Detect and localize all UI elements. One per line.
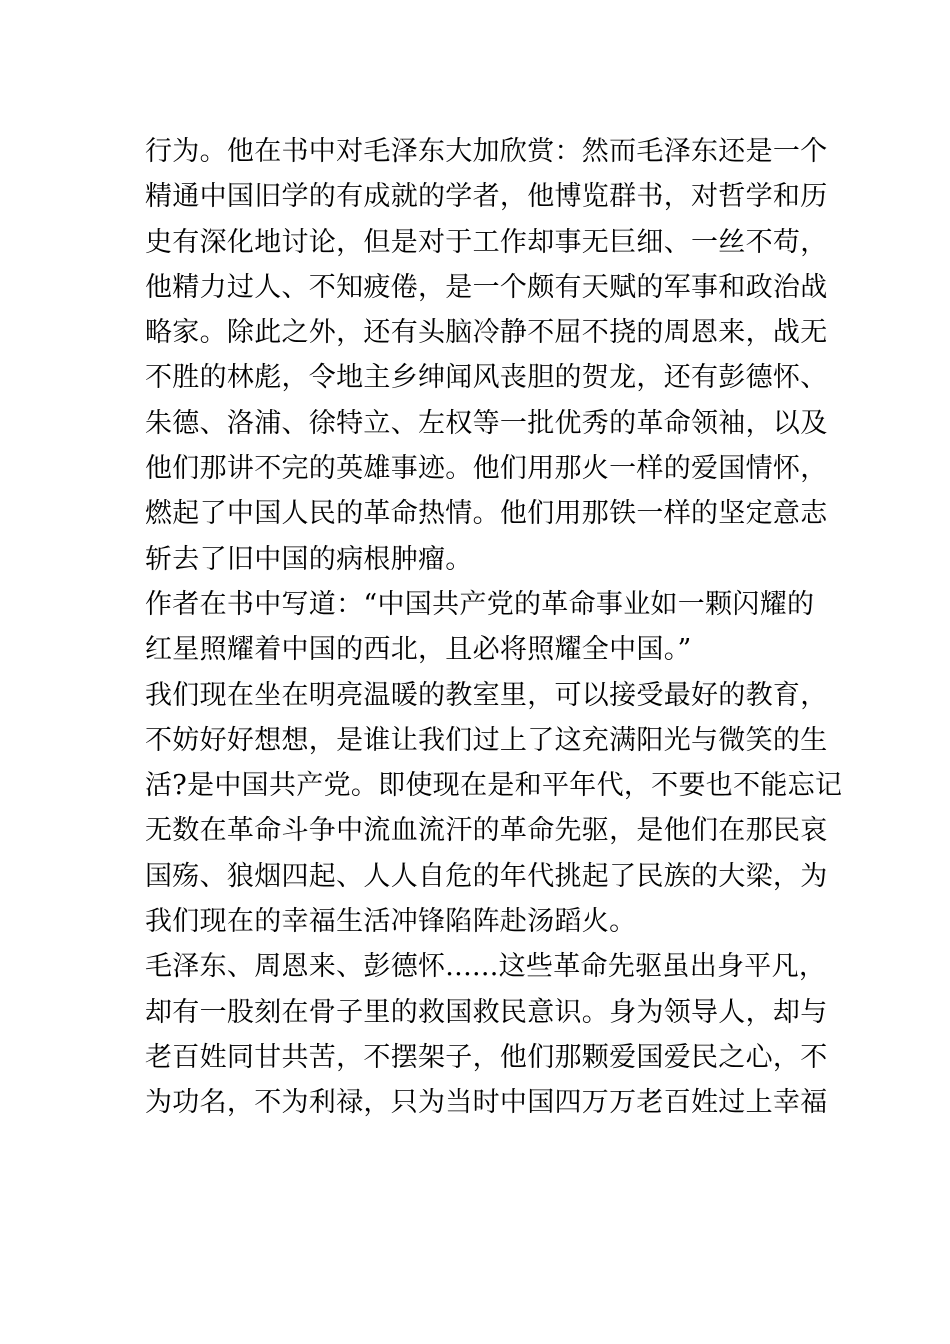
text-line: 行为。他在书中对毛泽东大加欣赏：然而毛泽东还是一个: [145, 136, 828, 167]
text-line: 他们那讲不完的英雄事迹。他们用那火一样的爱国情怀，: [145, 453, 828, 485]
text-line: 我们现在坐在明亮温暖的教室里，可以接受最好的教育，: [145, 679, 828, 711]
text-line: 略家。除此之外，还有头脑冷静不屈不挠的周恩来，战无: [145, 317, 828, 349]
text-line: 我们现在的幸福生活冲锋陷阵赴汤蹈火。: [145, 906, 637, 938]
body-text: [145, 129, 843, 1126]
text-line: 老百姓同甘共苦，不摆架子，他们那颗爱国爱民之心，不: [145, 1041, 828, 1073]
text-line: 为功名，不为利禄，只为当时中国四万万老百姓过上幸福: [145, 1087, 828, 1119]
text-line: 毛泽东、周恩来、彭德怀......这些革命先驱虽出身平凡，: [145, 951, 827, 983]
text-line: 国殇、狼烟四起、人人自危的年代挑起了民族的大梁，为: [145, 860, 828, 892]
text-line: 精通中国旧学的有成就的学者，他博览群书，对哲学和历: [145, 181, 828, 213]
text-line: 史有深化地讨论，但是对于工作却事无巨细、一丝不苟，: [145, 226, 828, 258]
text-line: 他精力过人、不知疲倦，是一个颇有天赋的军事和政治战: [145, 271, 828, 303]
text-line: 活?是中国共产党。即使现在是和平年代，不要也不能忘记: [145, 770, 843, 802]
text-line: 不妨好好想想，是谁让我们过上了这充满阳光与微笑的生: [145, 724, 828, 756]
text-line: 斩去了旧中国的病根肿瘤。: [145, 543, 473, 575]
text-line: 不胜的林彪，令地主乡绅闻风丧胆的贺龙，还有彭德怀、: [145, 362, 828, 394]
text-line: 无数在革命斗争中流血流汗的革命先驱，是他们在那民哀: [145, 815, 828, 847]
text-line: 朱德、洛浦、徐特立、左权等一批优秀的革命领袖，以及: [145, 407, 828, 439]
text-line: 作者在书中写道：“中国共产党的革命事业如一颗闪耀的: [145, 588, 815, 620]
text-line: 却有一股刻在骨子里的救国救民意识。身为领导人，却与: [145, 996, 828, 1028]
text-line: 燃起了中国人民的革命热情。他们用那铁一样的坚定意志: [145, 498, 828, 530]
text-line: 红星照耀着中国的西北，且必将照耀全中国。”: [145, 634, 692, 666]
